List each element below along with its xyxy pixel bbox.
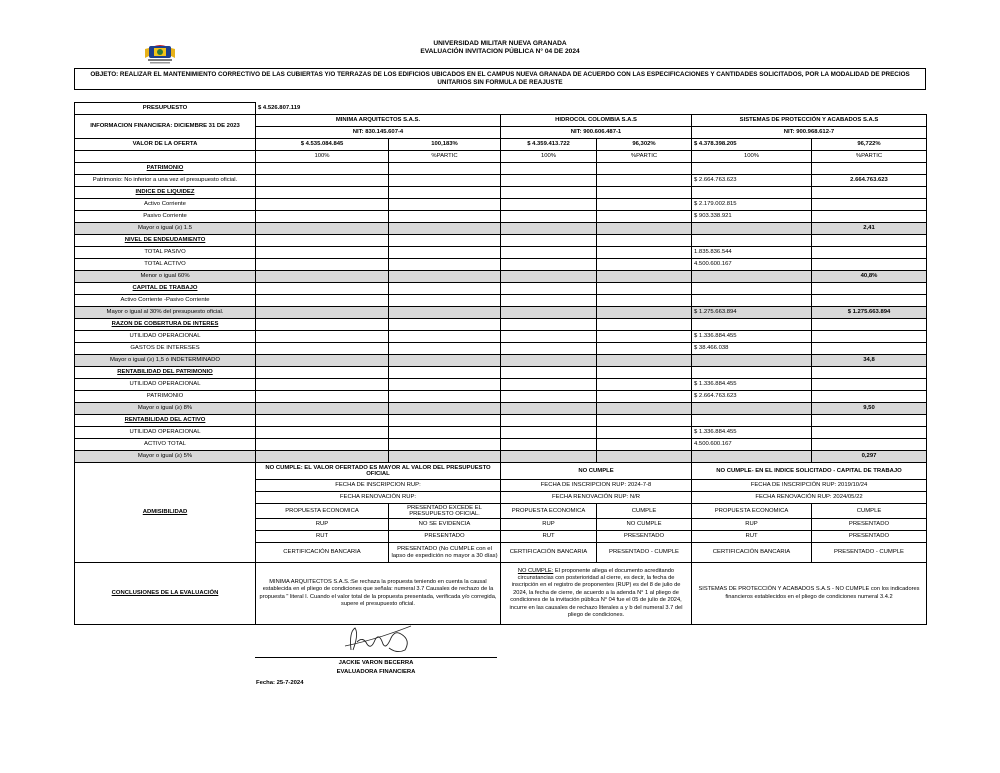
bidder3-result: $ 1.275.663.894 — [812, 307, 927, 319]
empty-cell — [597, 211, 692, 223]
item-label: ACTIVO TOTAL — [75, 439, 256, 451]
empty-cell — [692, 163, 812, 175]
empty-cell — [389, 379, 501, 391]
empty-cell — [389, 271, 501, 283]
bidder3-result — [812, 379, 927, 391]
fecha-renovacion: FECHA RENOVACIÓN RUP: — [256, 492, 501, 504]
empty-cell — [692, 187, 812, 199]
signatory-role: EVALUADORA FINANCIERA — [336, 668, 416, 675]
adm-item-value: CUMPLE — [812, 504, 927, 519]
empty-cell — [256, 163, 389, 175]
bidder3-result: 2.664.763.623 — [812, 175, 927, 187]
adm-item-value: PRESENTADO — [812, 531, 927, 543]
empty-cell — [597, 319, 692, 331]
adm-item-label: PROPUESTA ECONOMICA — [256, 504, 389, 519]
metric-row — [75, 331, 927, 343]
item-label: Activo Corriente -Pasivo Corriente — [75, 295, 256, 307]
bidder-oferta: $ 4.359.413.722 — [501, 139, 597, 151]
empty-cell — [597, 367, 692, 379]
empty-cell — [389, 199, 501, 211]
metric-row — [75, 367, 927, 379]
empty-cell — [597, 235, 692, 247]
empty-cell — [597, 343, 692, 355]
empty-cell — [597, 427, 692, 439]
adm-item-value: NO CUMPLE — [597, 519, 692, 531]
empty-cell — [501, 223, 597, 235]
bidder3-value: $ 1.275.663.894 — [692, 307, 812, 319]
empty-cell — [256, 451, 389, 463]
bidder3-value: $ 903.338.921 — [692, 211, 812, 223]
valor-oferta-label: VALOR DE LA OFERTA — [75, 139, 256, 151]
empty-cell — [597, 307, 692, 319]
metric-row — [75, 259, 927, 271]
empty-cell — [389, 235, 501, 247]
empty-cell — [389, 259, 501, 271]
metric-row — [75, 343, 927, 355]
empty-cell — [389, 403, 501, 415]
bidder3-value: $ 2.664.763.623 — [692, 175, 812, 187]
empty-cell — [812, 163, 927, 175]
criterion-label: Mayor o igual (≥) 1,5 ó INDETERMINADO — [75, 355, 256, 367]
col-header-partic: %PARTIC — [597, 151, 692, 163]
item-label: UTILIDAD OPERACIONAL — [75, 427, 256, 439]
adm-item-value: PRESENTADO (No CUMPLE con el lapso de expedición no mayor a 30 días) — [389, 543, 501, 563]
criterion-label: Mayor o igual al 30% del presupuesto oficial. — [75, 307, 256, 319]
empty-cell — [256, 439, 389, 451]
bidder3-result — [812, 199, 927, 211]
bidder3-result: 34,8 — [812, 355, 927, 367]
bidder3-result — [812, 391, 927, 403]
metric-row — [75, 235, 927, 247]
empty-cell — [256, 271, 389, 283]
empty-cell — [389, 175, 501, 187]
empty-cell — [501, 391, 597, 403]
empty-cell — [389, 415, 501, 427]
bidder3-result — [812, 211, 927, 223]
bidder3-value: $ 1.336.884.455 — [692, 427, 812, 439]
empty-cell — [256, 223, 389, 235]
empty-cell — [389, 307, 501, 319]
bidder3-value — [692, 451, 812, 463]
item-label: TOTAL PASIVO — [75, 247, 256, 259]
empty-cell — [501, 403, 597, 415]
adm-item-label: CERTIFICACIÓN BANCARIA — [256, 543, 389, 563]
empty-cell — [501, 367, 597, 379]
bidder-pct: 96,722% — [812, 139, 927, 151]
empty-cell — [812, 235, 927, 247]
col-header-100: 100% — [692, 151, 812, 163]
bidder3-result — [812, 427, 927, 439]
conclusion-text: SISTEMAS DE PROTECCIÓN Y ACABADOS S.A.S - NO CUMPLE con los indicadores financieros establecidos en el pliego de condiciones numeral 3.4.2 — [692, 563, 927, 625]
adm-item-value: PRESENTADO EXCEDE EL PRESUPUESTO OFICIAL. — [389, 504, 501, 519]
metric-row — [75, 403, 927, 415]
empty-cell — [597, 415, 692, 427]
empty-cell — [256, 175, 389, 187]
bidder-nit: NIT: 900.606.487-1 — [501, 127, 692, 139]
bidder3-value: 4.500.600.167 — [692, 439, 812, 451]
adm-item-label: RUT — [256, 531, 389, 543]
metric-row — [75, 439, 927, 451]
empty-cell — [389, 355, 501, 367]
bidder3-value — [692, 295, 812, 307]
empty-cell — [597, 403, 692, 415]
metric-row — [75, 199, 927, 211]
bidder-oferta: $ 4.378.398.205 — [692, 139, 812, 151]
criterion-label: Mayor o igual (≥) 5% — [75, 451, 256, 463]
signature — [255, 620, 497, 658]
col-header-partic: %PARTIC — [389, 151, 501, 163]
empty-cell — [256, 403, 389, 415]
empty-cell — [256, 211, 389, 223]
admisibilidad-status: NO CUMPLE- EN EL INDICE SOLICITADO - CAPITAL DE TRABAJO — [692, 463, 927, 480]
empty-cell — [256, 295, 389, 307]
presupuesto-value: $ 4.526.807.119 — [258, 105, 301, 111]
empty-cell — [256, 199, 389, 211]
empty-cell — [256, 259, 389, 271]
adm-item-value: PRESENTADO — [597, 531, 692, 543]
empty-cell — [692, 367, 812, 379]
empty-cell — [597, 175, 692, 187]
metric-row — [75, 187, 927, 199]
empty-cell — [597, 163, 692, 175]
metric-row — [75, 211, 927, 223]
item-label: UTILIDAD OPERACIONAL — [75, 379, 256, 391]
university-title: UNIVERSIDAD MILITAR NUEVA GRANADA — [433, 40, 567, 47]
empty-cell — [389, 439, 501, 451]
info-financiera-label: INFORMACION FINANCIERA: DICIEMBRE 31 DE 2023 — [75, 115, 256, 139]
bidder3-result: 0,297 — [812, 451, 927, 463]
item-label: GASTOS DE INTERESES — [75, 343, 256, 355]
empty-cell — [501, 247, 597, 259]
item-label: Activo Corriente — [75, 199, 256, 211]
fecha-inscripcion: FECHA DE INSCRIPCION RUP: — [256, 480, 501, 492]
empty-cell — [389, 343, 501, 355]
empty-cell — [256, 283, 389, 295]
empty-cell — [501, 283, 597, 295]
section-label: RENTABILIDAD DEL PATRIMONIO — [75, 367, 256, 379]
bidder3-value: $ 2.664.763.623 — [692, 391, 812, 403]
empty-cell — [256, 379, 389, 391]
empty-cell — [501, 439, 597, 451]
conclusion-text — [501, 563, 692, 625]
empty-cell — [597, 379, 692, 391]
bidder3-result: 40,8% — [812, 271, 927, 283]
metric-row — [75, 415, 927, 427]
criterion-label: Mayor o igual (≥) 8% — [75, 403, 256, 415]
empty-cell — [389, 211, 501, 223]
empty-cell — [597, 271, 692, 283]
conclusiones-label: CONCLUSIONES DE LA EVALUACIÓN — [75, 563, 256, 625]
bidder3-result — [812, 331, 927, 343]
metric-row — [75, 163, 927, 175]
adm-item-value: PRESENTADO — [812, 519, 927, 531]
empty-cell — [597, 247, 692, 259]
criterion-label: Mayor o igual (≥) 1.5 — [75, 223, 256, 235]
section-label: RENTABILIDAD DEL ACTIVO — [75, 415, 256, 427]
bidder3-result — [812, 343, 927, 355]
bidder3-value: 1.835.836.544 — [692, 247, 812, 259]
bidder3-result: 2,41 — [812, 223, 927, 235]
col-header-partic: %PARTIC — [812, 151, 927, 163]
empty-cell — [256, 367, 389, 379]
metric-row — [75, 307, 927, 319]
item-label: Pasivo Corriente — [75, 211, 256, 223]
empty-cell — [501, 331, 597, 343]
empty-cell — [256, 355, 389, 367]
adm-item-value: PRESENTADO - CUMPLE — [812, 543, 927, 563]
empty-cell — [501, 355, 597, 367]
empty-cell — [256, 187, 389, 199]
item-label: UTILIDAD OPERACIONAL — [75, 331, 256, 343]
metric-row — [75, 355, 927, 367]
adm-item-label: CERTIFICACIÓN BANCARIA — [692, 543, 812, 563]
adm-item-label: RUP — [256, 519, 389, 531]
metric-row — [75, 175, 927, 187]
empty-cell — [597, 295, 692, 307]
bidder3-value — [692, 223, 812, 235]
empty-cell — [501, 451, 597, 463]
empty-cell — [389, 331, 501, 343]
empty-cell — [256, 427, 389, 439]
bidder-name: HIDROCOL COLOMBIA S.A.S — [501, 115, 692, 127]
section-label: RAZON DE COBERTURA DE INTERES — [75, 319, 256, 331]
empty-cell — [389, 319, 501, 331]
bidder-nit: NIT: 830.145.607-4 — [256, 127, 501, 139]
empty-cell — [692, 319, 812, 331]
item-label: TOTAL ACTIVO — [75, 259, 256, 271]
col-header-100: 100% — [256, 151, 389, 163]
empty-cell — [597, 355, 692, 367]
bidder-nit: NIT: 900.968.612-7 — [692, 127, 927, 139]
evaluation-title: EVALUACIÓN INVITACION PÚBLICA N° 04 DE 2024 — [420, 48, 580, 55]
metric-row — [75, 247, 927, 259]
fecha-inscripcion: FECHA DE INSCRIPCIÓN RUP: 2019/10/24 — [692, 480, 927, 492]
empty-cell — [501, 163, 597, 175]
empty-cell — [389, 187, 501, 199]
adm-item-value: NO SE EVIDENCIA — [389, 519, 501, 531]
empty-cell — [812, 367, 927, 379]
empty-cell — [389, 427, 501, 439]
adm-item-value: CUMPLE — [597, 504, 692, 519]
empty-cell — [256, 307, 389, 319]
empty-cell — [256, 331, 389, 343]
bidder3-result: 9,50 — [812, 403, 927, 415]
metric-row — [75, 319, 927, 331]
empty-cell — [256, 391, 389, 403]
empty-cell — [256, 319, 389, 331]
empty-cell — [501, 259, 597, 271]
bidder3-result — [812, 295, 927, 307]
adm-item-label: RUT — [692, 531, 812, 543]
empty-cell — [692, 415, 812, 427]
empty-cell — [501, 319, 597, 331]
bidder3-value — [692, 403, 812, 415]
bidder-oferta: $ 4.535.084.845 — [256, 139, 389, 151]
bidder3-result — [812, 439, 927, 451]
adm-item-value: PRESENTADO — [389, 531, 501, 543]
adm-item-label: RUP — [501, 519, 597, 531]
adm-item-label: PROPUESTA ECONOMICA — [692, 504, 812, 519]
presupuesto-label: PRESUPUESTO — [75, 103, 256, 115]
fecha-inscripcion: FECHA DE INSCRIPCION RUP: 2024-7-8 — [501, 480, 692, 492]
empty-cell — [597, 283, 692, 295]
metric-row — [75, 427, 927, 439]
adm-item-value: PRESENTADO - CUMPLE — [597, 543, 692, 563]
item-label: PATRIMONIO — [75, 391, 256, 403]
empty-cell — [501, 199, 597, 211]
metric-row — [75, 271, 927, 283]
adm-item-label: PROPUESTA ECONOMICA — [501, 504, 597, 519]
bidder3-result — [812, 259, 927, 271]
bidder-name: MINIMA ARQUITECTOS S.A.S. — [256, 115, 501, 127]
criterion-label: Menor o igual 60% — [75, 271, 256, 283]
item-label: Patrimonio: No inferior a una vez el presupuesto oficial. — [75, 175, 256, 187]
empty-cell — [501, 427, 597, 439]
empty-cell — [597, 199, 692, 211]
empty-cell — [501, 235, 597, 247]
evaluation-table — [74, 102, 927, 625]
empty-cell — [501, 211, 597, 223]
empty-cell — [812, 415, 927, 427]
empty-cell — [501, 271, 597, 283]
bidder3-value: 4.500.600.167 — [692, 259, 812, 271]
adm-item-label: RUP — [692, 519, 812, 531]
bidder3-result — [812, 247, 927, 259]
bidder3-value: $ 1.336.884.455 — [692, 331, 812, 343]
bidder-pct: 96,302% — [597, 139, 692, 151]
empty-cell — [389, 391, 501, 403]
fecha-renovacion: FECHA RENOVACIÓN RUP: N/R — [501, 492, 692, 504]
empty-cell — [692, 235, 812, 247]
adm-item-label: RUT — [501, 531, 597, 543]
empty-cell — [389, 223, 501, 235]
empty-cell — [501, 175, 597, 187]
bidder-name: SISTEMAS DE PROTECCIÓN Y ACABADOS S.A.S — [692, 115, 927, 127]
empty-cell — [501, 379, 597, 391]
empty-cell — [389, 367, 501, 379]
section-label: PATRIMONIO — [75, 163, 256, 175]
bidder3-value: $ 1.336.884.455 — [692, 379, 812, 391]
metric-row — [75, 451, 927, 463]
bidder-pct: 100,183% — [389, 139, 501, 151]
empty-cell — [501, 307, 597, 319]
empty-cell — [501, 187, 597, 199]
conclusion-text: MINIMA ARQUITECTOS S.A.S.:Se rechaza la propuesta teniendo en cuenta la causal establecida en el pliego de condiciones que señala: numeral 3.7 Causales de rechazo de la propuesta " literal I. Cuando el valor total de la propuesta presentada, verificada y/o corregida, supere el presupuesto oficial. — [256, 563, 501, 625]
empty-cell — [597, 223, 692, 235]
metric-row — [75, 295, 927, 307]
signatory — [255, 659, 497, 676]
empty-cell — [812, 319, 927, 331]
metric-row — [75, 391, 927, 403]
empty-cell — [389, 451, 501, 463]
conclusion-body: El proponente allega el documento acreditando circunstancias con posterioridad al cierre, es decir, la fecha de inscripción en el registro de proponentes (RUP) es del 8 de julio de 2024, la fecha de cierre, de acuerdo a la adenda N° 1 al pliego de condiciones de la invitación pública N° 04 fue el 05 de julio de 2024, incurre en las causales de rechazo literales a y b del numeral 3.7 del pliego de condiciones. — [509, 567, 683, 619]
empty-cell — [501, 343, 597, 355]
admisibilidad-status: NO CUMPLE: EL VALOR OFERTADO ES MAYOR AL VALOR DEL PRESUPUESTO OFICIAL — [256, 463, 501, 480]
signature-line — [255, 657, 497, 658]
empty-cell — [501, 295, 597, 307]
empty-cell — [256, 415, 389, 427]
empty-cell — [256, 343, 389, 355]
empty-cell — [597, 439, 692, 451]
section-label: CAPITAL DE TRABAJO — [75, 283, 256, 295]
bidder3-value: $ 2.179.002.815 — [692, 199, 812, 211]
objeto-box: OBJETO: REALIZAR EL MANTENIMIENTO CORRECTIVO DE LAS CUBIERTAS Y/O TERRAZAS DE LOS EDIFICIOS UBICADOS EN EL CAMPUS NUEVA GRANADA DE ACUERDO CON LAS ESPECIFICACIONES Y CANTIDADES SOLICITADOS, POR LA MODALIDAD DE PRECIOS UNITARIOS SIN FORMULA DE REAJUSTE — [74, 68, 926, 90]
empty-cell — [597, 391, 692, 403]
empty-cell — [597, 451, 692, 463]
document-date: Fecha: 25-7-2024 — [256, 680, 304, 686]
metric-row — [75, 379, 927, 391]
fecha-renovacion: FECHA RENOVACIÓN RUP: 2024/05/22 — [692, 492, 927, 504]
empty-cell — [597, 331, 692, 343]
empty-cell — [692, 283, 812, 295]
empty-cell — [256, 235, 389, 247]
adm-item-label: CERTIFICACIÓN BANCARIA — [501, 543, 597, 563]
admisibilidad-status: NO CUMPLE — [501, 463, 692, 480]
empty-cell — [389, 247, 501, 259]
signatory-name: JACKIE VARON BECERRA — [338, 660, 414, 666]
col-header-100: 100% — [501, 151, 597, 163]
bidder3-value — [692, 355, 812, 367]
bidder3-value: $ 38.466.038 — [692, 343, 812, 355]
section-label: NIVEL DE ENDEUDAMIENTO — [75, 235, 256, 247]
empty-cell — [812, 283, 927, 295]
empty-cell — [501, 415, 597, 427]
empty-cell — [812, 187, 927, 199]
bidder3-value — [692, 271, 812, 283]
section-label: INDICE DE LIQUIDEZ — [75, 187, 256, 199]
empty-cell — [597, 259, 692, 271]
empty-cell — [389, 163, 501, 175]
empty-cell — [389, 295, 501, 307]
metric-row — [75, 223, 927, 235]
no-cumple-prefix: NO CUMPLE: — [517, 567, 554, 574]
empty-cell — [389, 283, 501, 295]
admisibilidad-label: ADMISIBILIDAD — [75, 463, 256, 563]
empty-cell — [597, 187, 692, 199]
metric-row — [75, 283, 927, 295]
empty-cell — [256, 247, 389, 259]
